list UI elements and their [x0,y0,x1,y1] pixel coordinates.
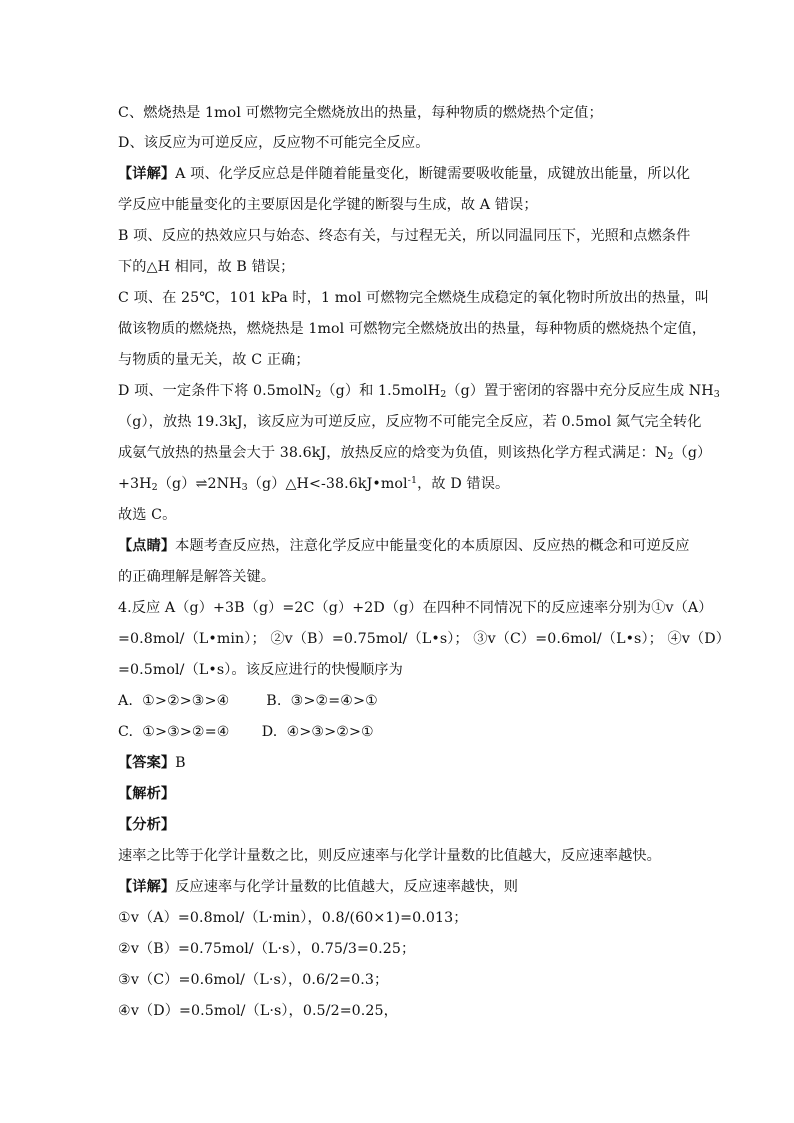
text-line: ②v（B）=0.75mol/（L·s），0.75/3=0.25； [118,941,416,957]
text-line: 速率之比等于化学计量数之比，则反应速率与化学计量数的比值越大，反应速率越快。 [118,848,661,864]
text-line: 【点睛】本题考查反应热，注意化学反应中能量变化的本质原因、反应热的概念和可逆反应 [118,538,690,554]
text-line: $+3H_2(g)\rightleftharpoons 2NH_3(g)\triangle H<-38.6kJ•mol^{-1}$，故 D 错误。 [118,475,510,493]
section-label: 【解析】 [118,786,176,802]
text-line: B 项、反应的热效应只与始态、终态有关，与过程无关，所以同温同压下，光照和点燃条件 [118,228,691,244]
question-stem: 4.反应 A（g）+3B（g）=2C（g）+2D（g）在四种不同情况下的反应速率分别为①v（A） [118,600,713,616]
text-line: 【详解】A 项、化学反应总是伴随着能量变化，断键需要吸收能量，成键放出能量，所以化 [118,166,691,182]
text-line: 与物质的量无关，故 C 正确； [118,352,310,368]
text-line: （g），放热 19.3kJ，该反应为可逆反应，反应物不可能完全反应，若 0.5mol 氮气完全转化 [118,414,702,430]
text-line: 【详解】反应速率与化学计量数的比值越大，反应速率越快，则 [118,879,519,895]
section-label: 【详解】 [118,879,176,895]
text-line: C 项、在 25℃，101 kPa 时，1 mol 可燃物完全燃烧生成稳定的氧化物时所放出的热量，叫 [118,290,710,306]
answer-options: C. ①>③>②=④ D. ④>③>②>① [118,724,374,740]
text-line: ④v（D）=0.5mol/（L·s），0.5/2=0.25， [118,1003,398,1019]
question-stem: =0.8mol/（L•min）； ②v（B）=0.75mol/（L•s）； ③v（C）=0.6mol/（L•s）； ④v（D） [118,631,730,647]
text-line: 成氨气放热的热量会大于 38.6kJ，放热反应的焓变为负值，则该热化学方程式满足：$N_2(g)$ [118,445,712,462]
text-line: 的正确理解是解答关键。 [118,569,276,585]
section-label: 【详解】 [118,166,176,182]
text-line: 学反应中能量变化的主要原因是化学键的断裂与生成，故 A 错误； [118,197,538,213]
section-label: 【分析】 [118,817,176,833]
text-line: D 项、一定条件下将 0.5molN$_2$（g）和 1.5molH$_2$（g）置于密闭的容器中充分反应生成 $NH_3$ [118,383,720,400]
answer-line: 【答案】B [118,755,186,771]
text-line: 故选 C。 [118,507,177,523]
text-line: 做该物质的燃烧热，燃烧热是 1mol 可燃物完全燃烧放出的热量，每种物质的燃烧热个定值， [118,321,707,337]
text-line: 下的△H 相同，故 B 错误； [118,259,295,275]
question-stem: =0.5mol/（L•s）。该反应进行的快慢顺序为 [118,662,403,678]
text-line: ①v（A）=0.8mol/（L·min），0.8/(60×1)=0.013； [118,910,468,926]
text-line: ③v（C）=0.6mol/（L·s），0.6/2=0.3； [118,972,389,988]
section-label: 【点睛】 [118,538,176,554]
text-line: D、该反应为可逆反应，反应物不可能完全反应。 [118,135,430,151]
section-label: 【答案】 [118,755,176,771]
text-line: C、燃烧热是 1mol 可燃物完全燃烧放出的热量，每种物质的燃烧热个定值； [118,105,603,121]
answer-options: A. ①>②>③>④ B. ③>②=④>① [118,693,378,709]
